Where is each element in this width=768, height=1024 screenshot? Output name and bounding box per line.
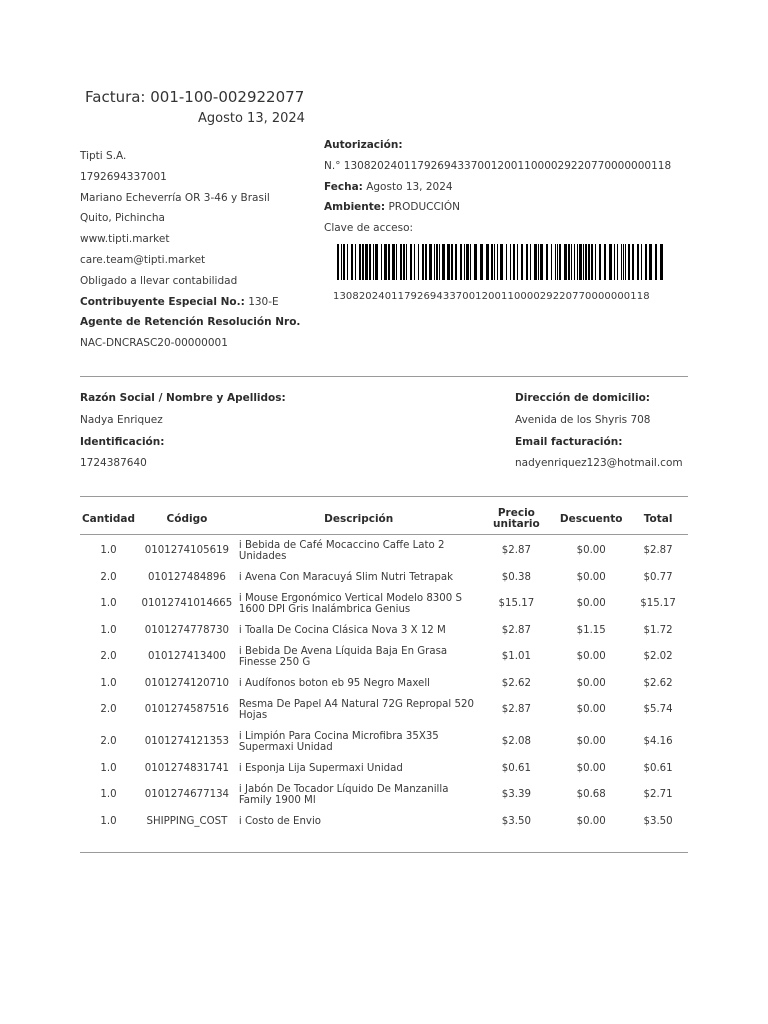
customer-name-label: Razón Social / Nombre y Apellidos: [80, 392, 286, 404]
cell-discount: $0.00 [576, 704, 606, 715]
barcode-bar [534, 244, 537, 280]
barcode-bar [623, 244, 624, 280]
barcode-bar [506, 244, 507, 280]
cell-total: $0.77 [643, 571, 673, 583]
cell-description: i Jabón De Tocador Líquido De Manzanilla Family 1900 Ml [238, 783, 449, 806]
divider [80, 852, 688, 853]
barcode-bar [422, 244, 424, 280]
table-row [80, 726, 688, 758]
barcode-bar [466, 244, 469, 280]
barcode-bar [406, 244, 407, 280]
cell-code: 0101274587516 [144, 704, 230, 715]
cell-description: i Limpión Para Cocina Microfibra 35X35 Supermaxi Unidad [238, 730, 439, 753]
barcode-bar [557, 244, 558, 280]
table-header-row [80, 504, 688, 535]
cell-total: $5.74 [643, 704, 673, 715]
auth-env-label: Ambiente: [324, 201, 386, 214]
barcode-bar [362, 244, 364, 280]
barcode-bar [400, 244, 402, 280]
barcode-bar [341, 244, 342, 280]
barcode-bar [546, 244, 548, 280]
invoice-title: Factura: 001-100-002922077 [85, 88, 305, 106]
cell-description: i Bebida de Café Mocaccino Caffe Lato 2 Unidades [238, 539, 445, 562]
auth-date-label: Fecha: [324, 180, 363, 193]
cell-total: $2.87 [643, 545, 673, 557]
auth-number: N.° 1308202401179269433700120011000029220770000000118 [324, 159, 672, 172]
barcode-bar [609, 244, 612, 280]
cell-code: 0101274677134 [144, 789, 230, 800]
cell-code: SHIPPING_COST [146, 815, 228, 827]
cell-qty: 2.0 [100, 704, 117, 715]
cell-price: $3.39 [501, 789, 531, 800]
barcode-bar [628, 244, 630, 280]
customer-address: Avenida de los Shyris 708 [515, 413, 651, 426]
barcode-bar [588, 244, 590, 280]
auth-date [324, 180, 704, 201]
cell-code: 010127484896 [148, 571, 226, 583]
issuer-agent-label: Agente de Retención Resolución Nro. [80, 316, 301, 329]
barcode-bar [500, 244, 503, 280]
barcode-bar [337, 244, 339, 280]
table-row [80, 694, 688, 726]
barcode-bar [369, 244, 371, 280]
barcode-bar [388, 244, 390, 280]
barcode-bar [381, 244, 382, 280]
barcode-bar [425, 244, 427, 280]
issuer-address: Mariano Echeverría OR 3-46 y Brasil [80, 191, 270, 204]
barcode-bar [645, 244, 647, 280]
barcode-bar [568, 244, 570, 280]
cell-description: i Mouse Ergonómico Vertical Modelo 8300 S 1600 DPI Gris Inalámbrica Genius [238, 592, 462, 615]
cell-qty: 2.0 [100, 736, 117, 747]
barcode-bar [599, 244, 601, 280]
auth-env [324, 200, 704, 221]
cell-qty: 1.0 [100, 624, 117, 636]
issuer-accounting: Obligado a llevar contabilidad [80, 274, 238, 287]
barcode-bar [521, 244, 523, 280]
auth-label: Autorización: [324, 139, 403, 151]
cell-price: $0.61 [501, 762, 531, 774]
barcode-bar [604, 244, 606, 280]
table-row [80, 811, 688, 832]
header-price-line1: Precio [497, 507, 535, 519]
cell-discount: $0.00 [576, 545, 606, 557]
cell-code: 010127413400 [148, 651, 226, 662]
table-row [80, 535, 688, 567]
cell-discount: $0.00 [576, 598, 606, 609]
barcode-bar [436, 244, 438, 280]
barcode-bar [632, 244, 634, 280]
cell-discount: $0.00 [576, 571, 606, 583]
auth-date-value: Agosto 13, 2024 [366, 180, 453, 193]
cell-description: Resma De Papel A4 Natural 72G Repropal 520 Hojas [238, 698, 474, 721]
cell-price: $2.87 [501, 624, 531, 636]
barcode-bar [355, 244, 356, 280]
special-value: 130-E [248, 295, 279, 308]
barcode-bar [418, 244, 419, 280]
barcode-bar [434, 244, 435, 280]
table-row [80, 620, 688, 641]
barcode-bar [442, 244, 445, 280]
customer-left [80, 391, 286, 478]
barcode-bar [555, 244, 556, 280]
barcode-bar [403, 244, 405, 280]
cell-description: i Costo de Envio [238, 815, 322, 827]
table-row [80, 758, 688, 779]
barcode-bar [359, 244, 361, 280]
items-table [80, 504, 688, 832]
cell-qty: 1.0 [100, 789, 117, 800]
cell-total: $2.71 [643, 789, 673, 800]
barcode-bar [373, 244, 374, 280]
cell-code: 0101274105619 [144, 545, 230, 557]
cell-qty: 1.0 [100, 545, 117, 557]
invoice-date: Agosto 13, 2024 [198, 111, 305, 126]
cell-total: $2.02 [643, 651, 673, 662]
barcode-bar [585, 244, 587, 280]
access-key-number: 1308202401179269433700120011000029220770000000118 [333, 291, 650, 302]
barcode-bar [464, 244, 465, 280]
cell-description: i Esponja Lija Supermaxi Unidad [238, 762, 403, 774]
barcode-bar [591, 244, 593, 280]
cell-code: 0101274120710 [144, 677, 230, 689]
issuer-website: www.tipti.market [80, 233, 170, 246]
issuer-ruc: 1792694337001 [80, 170, 167, 183]
cell-price: $1.01 [501, 651, 531, 662]
barcode-bar [480, 244, 483, 280]
divider [80, 376, 688, 377]
table-row [80, 779, 688, 811]
barcode-bar [343, 244, 345, 280]
barcode-bar [375, 244, 378, 280]
customer-email-label: Email facturación: [515, 435, 623, 448]
barcode-bar [439, 244, 440, 280]
barcode-bar [614, 244, 615, 280]
barcode-bar [637, 244, 639, 280]
issuer-info [80, 149, 320, 357]
cell-total: $4.16 [643, 736, 673, 747]
header-desc: Descripción [324, 512, 394, 525]
header-code: Código [166, 512, 208, 525]
barcode-bar [396, 244, 397, 280]
customer-id-label: Identificación: [80, 435, 165, 448]
issuer-name: Tipti S.A. [80, 150, 127, 162]
cell-discount: $0.00 [576, 815, 606, 827]
barcode-bar [470, 244, 471, 280]
barcode-bar [530, 244, 531, 280]
barcode-bar [559, 244, 561, 280]
barcode-bar [526, 244, 528, 280]
cell-discount: $0.00 [576, 736, 606, 747]
customer-id: 1724387640 [80, 457, 147, 470]
issuer-email: care.team@tipti.market [80, 253, 206, 266]
cell-description: i Avena Con Maracuyá Slim Nutri Tetrapak [238, 571, 454, 583]
barcode-bar [365, 244, 368, 280]
special-label: Contribuyente Especial No.: [80, 295, 245, 308]
barcode-bar [551, 244, 552, 280]
cell-price: $2.87 [501, 545, 531, 557]
header-qty: Cantidad [81, 512, 135, 525]
customer-name: Nadya Enriquez [80, 413, 163, 426]
barcode-bar [474, 244, 477, 280]
issuer-agent-value: NAC-DNCRASC20-00000001 [80, 337, 228, 350]
barcode-bar [655, 244, 657, 280]
table-row [80, 673, 688, 694]
cell-qty: 1.0 [100, 677, 117, 689]
authorization-info [324, 138, 704, 242]
barcode-bar [625, 244, 626, 280]
barcode-bar [641, 244, 642, 280]
cell-discount: $0.00 [576, 677, 606, 689]
cell-discount: $1.15 [576, 624, 606, 636]
cell-code: 0101274778730 [144, 624, 230, 636]
barcode-bar [486, 244, 489, 280]
barcode-bar [617, 244, 618, 280]
cell-price: $15.17 [498, 598, 535, 609]
barcode-bar [649, 244, 652, 280]
cell-price: $3.50 [501, 815, 531, 827]
header-discount: Descuento [559, 512, 623, 525]
header-total: Total [643, 512, 673, 525]
barcode-bar [451, 244, 453, 280]
cell-code: 0101274831741 [144, 762, 230, 774]
header-price [479, 504, 555, 535]
cell-total: $1.72 [643, 624, 673, 636]
header-price-line2: unitario [493, 518, 540, 530]
barcode-bar [447, 244, 450, 280]
barcode-image [337, 244, 665, 280]
issuer-special [80, 295, 320, 316]
table-row [80, 588, 688, 620]
barcode-bar [392, 244, 395, 280]
cell-price: $2.87 [501, 704, 531, 715]
cell-qty: 1.0 [100, 815, 117, 827]
cell-discount: $0.68 [576, 789, 606, 800]
barcode-bar [351, 244, 353, 280]
customer-address-label: Dirección de domicilio: [515, 392, 651, 404]
cell-total: $3.50 [643, 815, 673, 827]
barcode-bar [455, 244, 457, 280]
cell-code: 01012741014665 [141, 598, 233, 609]
issuer-city: Quito, Pichincha [80, 212, 165, 225]
barcode-bar [577, 244, 578, 280]
barcode-bar [583, 244, 584, 280]
barcode-bar [497, 244, 498, 280]
barcode-bar [410, 244, 412, 280]
table-row [80, 641, 688, 673]
barcode-bar [538, 244, 539, 280]
cell-description: i Toalla De Cocina Clásica Nova 3 X 12 M [238, 624, 446, 636]
cell-price: $0.38 [501, 571, 531, 583]
barcode-bar [595, 244, 596, 280]
cell-discount: $0.00 [576, 651, 606, 662]
barcode-bar [384, 244, 387, 280]
barcode-bar [540, 244, 543, 280]
barcode-bar [513, 244, 515, 280]
customer-right [515, 391, 683, 478]
barcode-bar [579, 244, 582, 280]
auth-key-label: Clave de acceso: [324, 222, 414, 235]
table-row [80, 567, 688, 588]
barcode-bar [491, 244, 493, 280]
barcode-bar [494, 244, 495, 280]
cell-price: $2.08 [501, 736, 531, 747]
auth-env-value: PRODUCCIÓN [388, 201, 461, 214]
cell-qty: 1.0 [100, 598, 117, 609]
barcode-bar [574, 244, 575, 280]
cell-qty: 2.0 [100, 651, 117, 662]
cell-total: $15.17 [640, 598, 676, 609]
barcode-bar [517, 244, 518, 280]
barcode-bar [429, 244, 432, 280]
cell-total: $0.61 [643, 762, 673, 774]
cell-description: i Audífonos boton eb 95 Negro Maxell [238, 677, 430, 689]
customer-email: nadyenriquez123@hotmail.com [515, 457, 683, 470]
cell-price: $2.62 [501, 677, 531, 689]
barcode-bar [510, 244, 511, 280]
divider [80, 496, 688, 497]
barcode-bar [564, 244, 567, 280]
barcode-bar [660, 244, 663, 280]
cell-qty: 1.0 [100, 762, 117, 774]
cell-qty: 2.0 [100, 571, 117, 583]
barcode-bar [621, 244, 622, 280]
cell-description: i Bebida De Avena Líquida Baja En Grasa Finesse 250 G [238, 645, 448, 668]
barcode-bar [571, 244, 572, 280]
barcode-bar [347, 244, 348, 280]
cell-discount: $0.00 [576, 762, 606, 774]
barcode-bar [460, 244, 462, 280]
cell-total: $2.62 [643, 677, 673, 689]
barcode-bar [414, 244, 415, 280]
cell-code: 0101274121353 [144, 736, 230, 747]
